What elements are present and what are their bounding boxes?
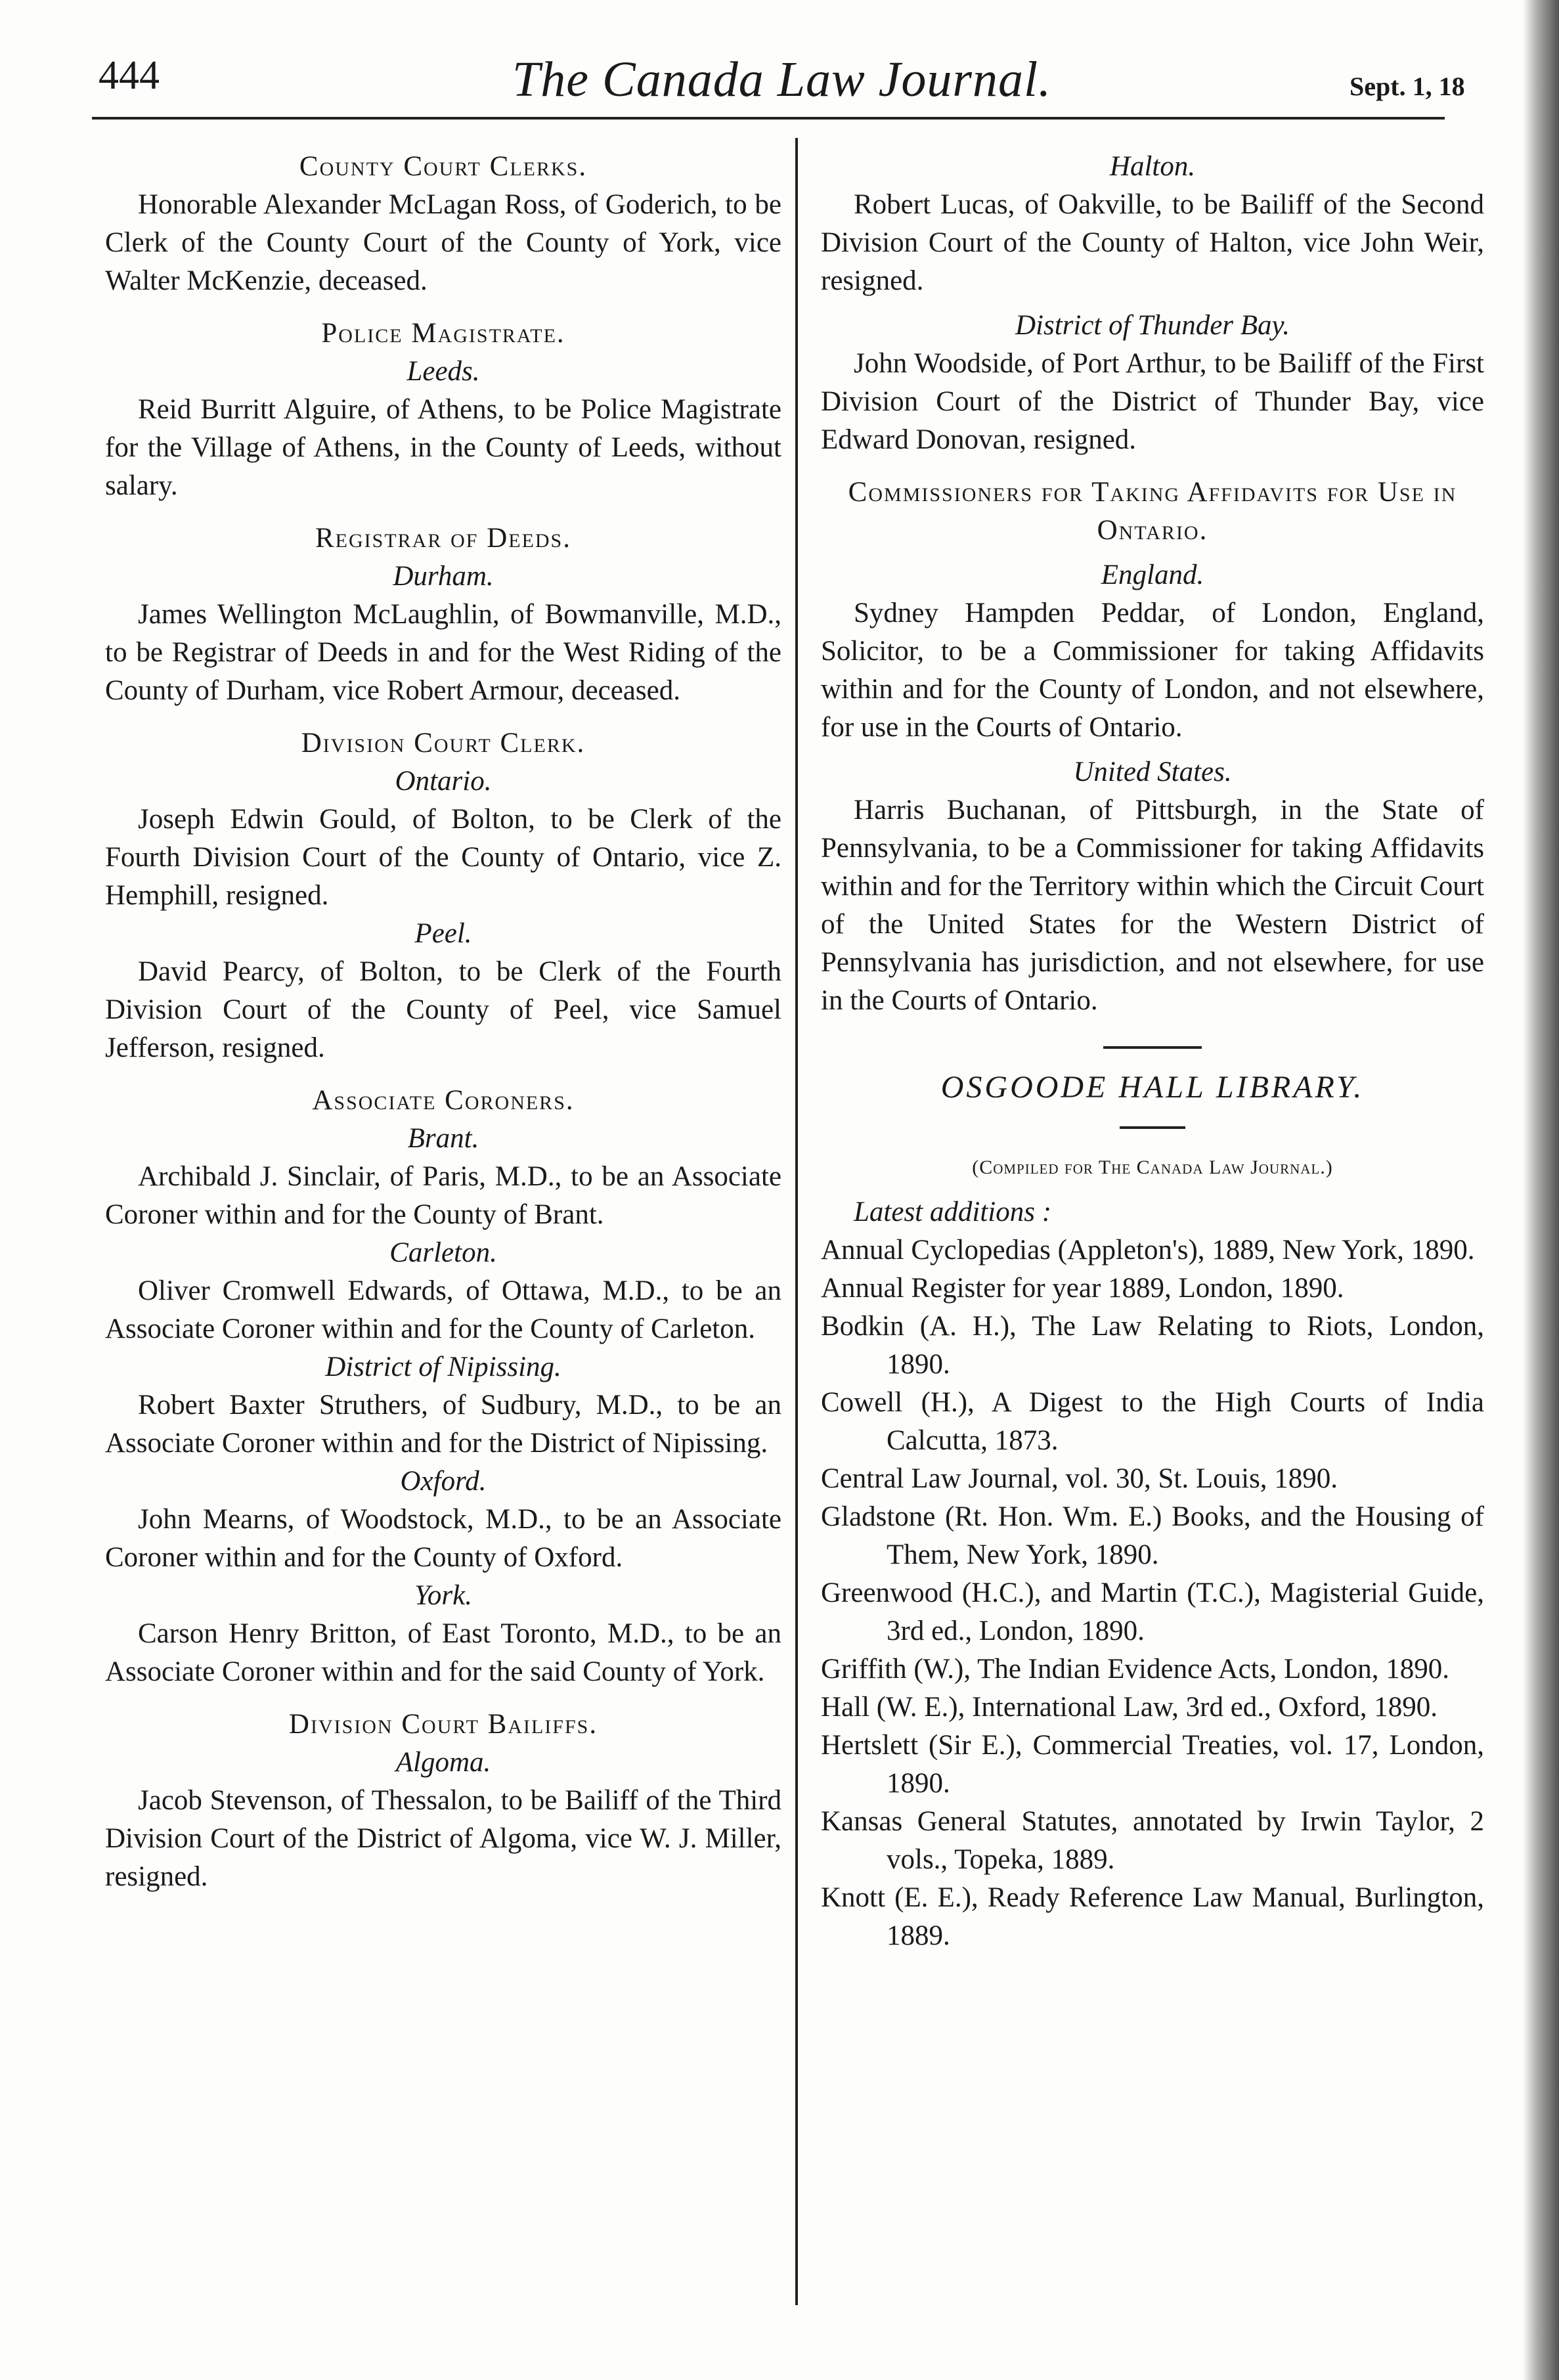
page-header: [92, 39, 1471, 118]
section-heading-associate-coroners: Associate Coroners.: [312, 1085, 575, 1116]
appointment-paragraph: James Wellington McLaughlin, of Bowmanville, M.D., to be Registrar of Deeds in and for the West Riding of the County of Durham, vice Robert Armour, deceased.: [105, 599, 781, 706]
country-subheading: England.: [1101, 560, 1204, 590]
county-subheading: Ontario.: [395, 766, 492, 797]
appointment-paragraph: Carson Henry Britton, of East Toronto, M.D., to be an Associate Coroner within and for the said County of York.: [105, 1618, 781, 1687]
library-entry: Griffith (W.), The Indian Evidence Acts, London, 1890.: [821, 1654, 1449, 1685]
library-entry: Hall (W. E.), International Law, 3rd ed., Oxford, 1890.: [821, 1692, 1438, 1723]
latest-additions-label: Latest additions :: [854, 1197, 1052, 1227]
section-heading-division-court-bailiffs: Division Court Bailiffs.: [288, 1709, 598, 1740]
appointment-paragraph: Archibald J. Sinclair, of Paris, M.D., to be an Associate Coroner within and for the County of Brant.: [105, 1161, 781, 1230]
appointment-paragraph: Sydney Hampden Peddar, of London, England, Solicitor, to be a Commissioner for taking Affidavits within and for the County of London, and not elsewhere, for use in the Courts of Ontario.: [821, 598, 1484, 743]
issue-date: Sept. 1, 18: [1350, 72, 1465, 101]
appointment-paragraph: David Pearcy, of Bolton, to be Clerk of the Fourth Division Court of the County of Peel, vice Samuel Jefferson, resigned.: [105, 956, 781, 1063]
left-column: [105, 148, 781, 1896]
appointment-paragraph: John Mearns, of Woodstock, M.D., to be an Associate Coroner within and for the County of Oxford.: [105, 1504, 781, 1573]
appointment-paragraph: Oliver Cromwell Edwards, of Ottawa, M.D., to be an Associate Coroner within and for the County of Carleton.: [105, 1275, 781, 1344]
page-number: 444: [99, 53, 160, 98]
library-entry: Annual Register for year 1889, London, 1890.: [821, 1273, 1344, 1304]
appointment-paragraph: John Woodside, of Port Arthur, to be Bailiff of the First Division Court of the District of Thunder Bay, vice Edward Donovan, resigned.: [821, 348, 1484, 455]
appointment-paragraph: Harris Buchanan, of Pittsburgh, in the State of Pennsylvania, to be a Commissioner for taking Affidavits within and for the Territory within which the Circuit Court of the United States for the Western District of Pennsylvania has jurisdiction, and not elsewhere, for use in the Courts of Ontario.: [821, 795, 1484, 1016]
library-entry: Knott (E. E.), Ready Reference Law Manual, Burlington, 1889.: [821, 1882, 1484, 1951]
county-subheading: Leeds.: [406, 356, 480, 387]
county-subheading: District of Thunder Bay.: [1015, 310, 1290, 341]
library-entry: Cowell (H.), A Digest to the High Courts of India Calcutta, 1873.: [821, 1387, 1484, 1456]
section-heading-commissioners: Commissioners for Taking Affidavits for Use in Ontario.: [848, 477, 1457, 546]
appointment-paragraph: Jacob Stevenson, of Thessalon, to be Bailiff of the Third Division Court of the District of Algoma, vice W. J. Miller, resigned.: [105, 1785, 781, 1892]
header-rule: [92, 117, 1445, 120]
county-subheading: Halton.: [1109, 151, 1196, 182]
county-subheading: York.: [414, 1580, 473, 1611]
section-divider: [1120, 1126, 1185, 1129]
library-title: OSGOODE HALL LIBRARY.: [940, 1070, 1365, 1105]
county-subheading: Durham.: [393, 561, 494, 592]
county-subheading: Oxford.: [400, 1466, 487, 1497]
right-column: [821, 148, 1484, 1955]
appointment-paragraph: Robert Lucas, of Oakville, to be Bailiff of the Second Division Court of the County of Halton, vice John Weir, resigned.: [821, 189, 1484, 296]
country-subheading: United States.: [1073, 757, 1232, 787]
county-subheading: Brant.: [407, 1123, 479, 1154]
appointment-paragraph: Reid Burritt Alguire, of Athens, to be Police Magistrate for the Village of Athens, in the County of Leeds, without salary.: [105, 394, 781, 501]
appointment-paragraph: Honorable Alexander McLagan Ross, of Goderich, to be Clerk of the County Court of the County of York, vice Walter McKenzie, deceased.: [105, 189, 781, 296]
appointment-paragraph: Joseph Edwin Gould, of Bolton, to be Clerk of the Fourth Division Court of the County of Ontario, vice Z. Hemphill, resigned.: [105, 804, 781, 911]
scan-edge-shadow: [1523, 0, 1559, 2380]
section-heading-registrar-of-deeds: Registrar of Deeds.: [315, 523, 571, 554]
county-subheading: Carleton.: [389, 1237, 497, 1268]
county-subheading: Algoma.: [395, 1747, 491, 1778]
library-entry: Hertslett (Sir E.), Commercial Treaties, vol. 17, London, 1890.: [821, 1730, 1484, 1799]
journal-title: The Canada Law Journal.: [512, 52, 1052, 107]
county-subheading: Peel.: [414, 918, 472, 949]
library-entry: Greenwood (H.C.), and Martin (T.C.), Magisterial Guide, 3rd ed., London, 1890.: [821, 1577, 1484, 1646]
section-heading-county-court-clerks: County Court Clerks.: [299, 151, 588, 182]
library-entry: Kansas General Statutes, annotated by Irwin Taylor, 2 vols., Topeka, 1889.: [821, 1806, 1484, 1875]
compiled-note: (Compiled for The Canada Law Journal.): [972, 1157, 1333, 1178]
section-divider: [1103, 1046, 1202, 1049]
column-divider: [795, 138, 798, 2305]
appointment-paragraph: Robert Baxter Struthers, of Sudbury, M.D., to be an Associate Coroner within and for the District of Nipissing.: [105, 1390, 781, 1459]
county-subheading: District of Nipissing.: [325, 1352, 561, 1382]
library-entry: Bodkin (A. H.), The Law Relating to Riots, London, 1890.: [821, 1311, 1484, 1380]
library-entry: Central Law Journal, vol. 30, St. Louis, 1890.: [821, 1463, 1338, 1494]
library-entry: Gladstone (Rt. Hon. Wm. E.) Books, and the Housing of Them, New York, 1890.: [821, 1501, 1484, 1570]
section-heading-police-magistrate: Police Magistrate.: [321, 318, 565, 349]
section-heading-division-court-clerk: Division Court Clerk.: [301, 728, 586, 759]
library-entry: Annual Cyclopedias (Appleton's), 1889, New York, 1890.: [821, 1235, 1475, 1266]
